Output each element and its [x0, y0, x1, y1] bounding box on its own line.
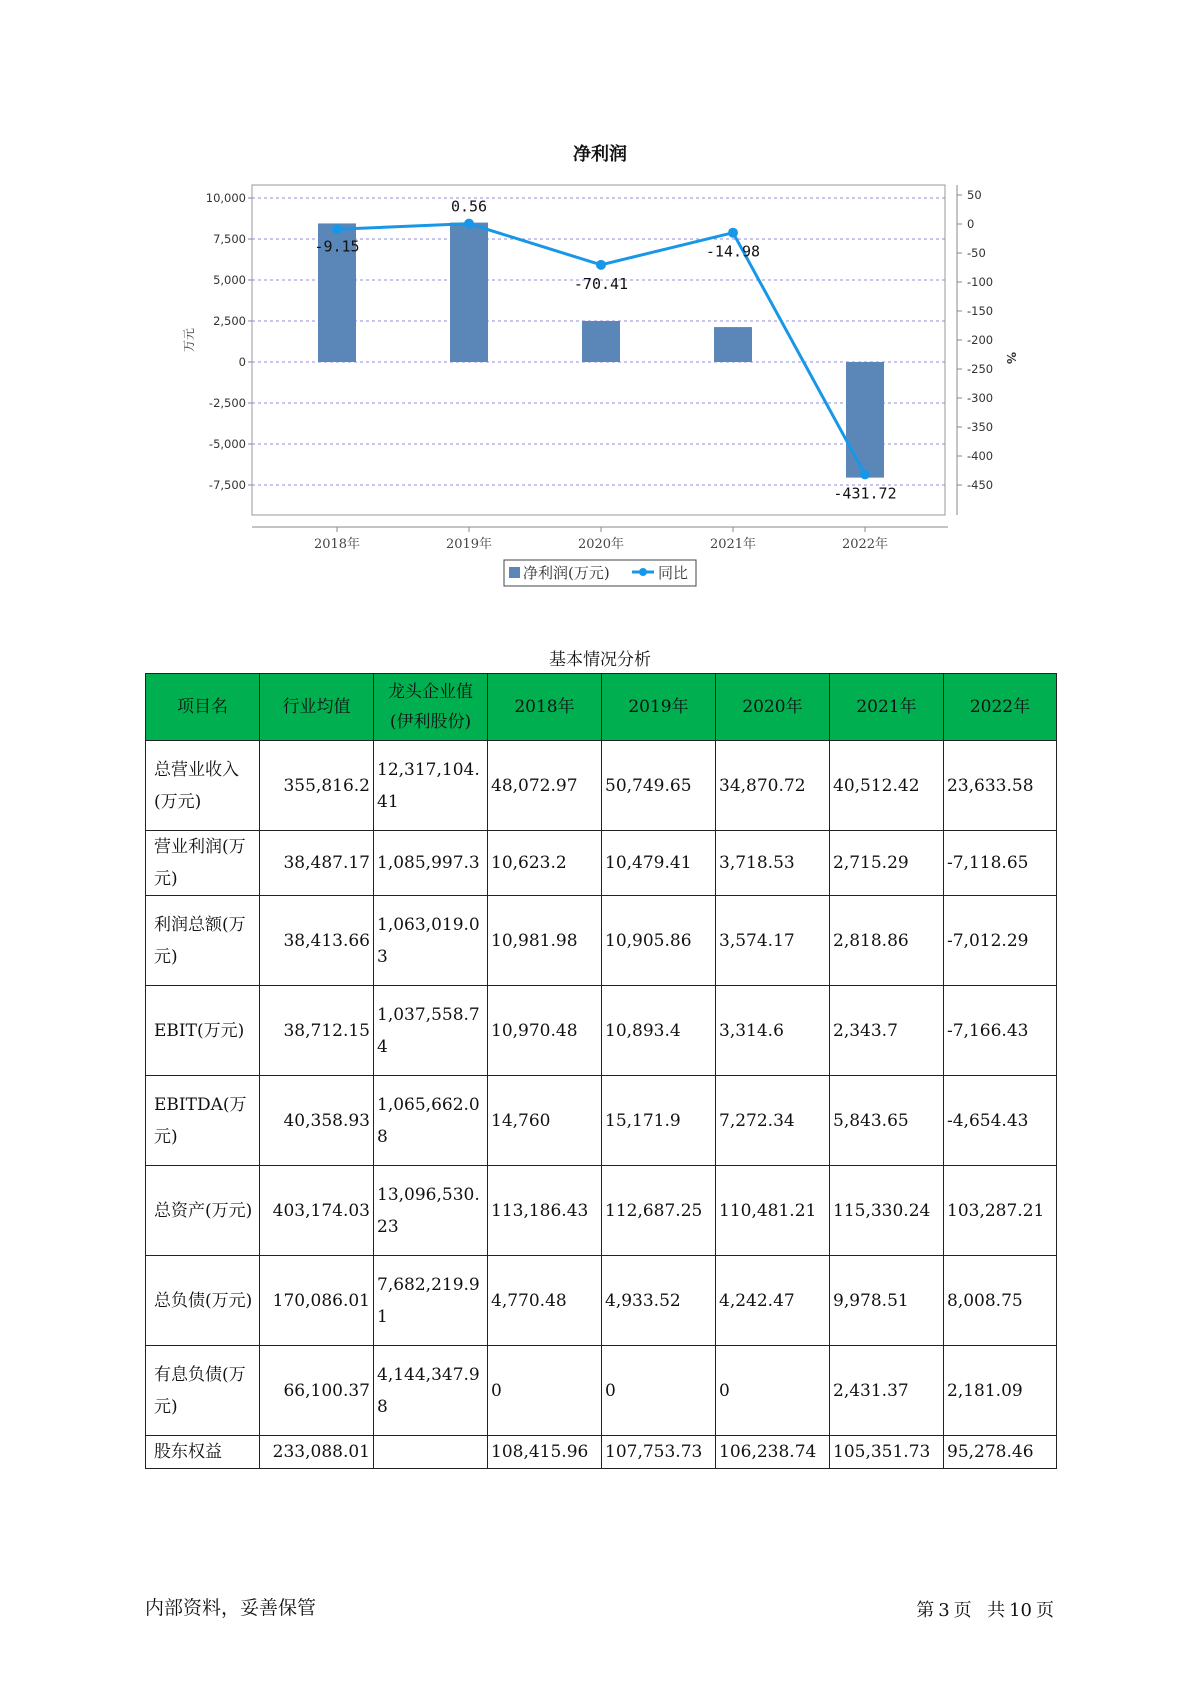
table-cell: 10,893.4	[602, 986, 716, 1076]
table-cell: 108,415.96	[488, 1436, 602, 1469]
chart-legend	[504, 560, 696, 586]
table-cell: 10,623.2	[488, 831, 602, 896]
table-cell: 2,715.29	[830, 831, 944, 896]
header-leader-line1: 龙头企业值	[388, 682, 473, 702]
table-row	[146, 896, 1057, 986]
bar-net-profit	[714, 327, 752, 362]
line-data-label: -14.98	[705, 242, 761, 261]
page-unit: 页	[953, 1600, 972, 1621]
table-cell: -7,118.65	[944, 831, 1057, 896]
y-left-label: 万元	[182, 327, 196, 352]
table-cell: 50,749.65	[602, 741, 716, 831]
table-cell: 10,970.48	[488, 986, 602, 1076]
row-item-name: 有息负债(万元)	[146, 1346, 260, 1436]
y-right-label: %	[1004, 352, 1018, 365]
row-item-name: 股东权益	[146, 1436, 260, 1469]
table-row	[146, 741, 1057, 831]
table-row	[146, 831, 1057, 896]
table-cell: 12,317,104.41	[374, 741, 488, 831]
row-item-name: 总负债(万元)	[146, 1256, 260, 1346]
table-cell: 2,181.09	[944, 1346, 1057, 1436]
row-item-name: 总资产(万元)	[146, 1166, 260, 1256]
x-category-label: 2020年	[577, 537, 625, 552]
y-left-tick-label: 0	[238, 355, 246, 369]
page-prefix: 第	[916, 1600, 935, 1621]
table-cell: 4,933.52	[602, 1256, 716, 1346]
y-right-tick-label: 0	[967, 217, 975, 231]
line-point-marker	[728, 228, 738, 238]
line-data-label: -431.72	[833, 484, 897, 503]
table-cell: 38,413.66	[260, 896, 374, 986]
header-leader-value	[374, 674, 488, 741]
y-right-tick-label: -350	[967, 420, 994, 434]
table-cell: 15,171.9	[602, 1076, 716, 1166]
line-data-label: -70.41	[573, 274, 629, 293]
legend-bar-swatch	[509, 567, 520, 578]
basic-analysis-table	[145, 673, 1057, 1469]
row-item-name: 利润总额(万元)	[146, 896, 260, 986]
y-left-tick-label: 10,000	[205, 191, 246, 205]
header-item-name: 项目名	[146, 674, 260, 741]
line-point-marker	[596, 260, 606, 270]
table-cell: 105,351.73	[830, 1436, 944, 1469]
table-cell: 107,753.73	[602, 1436, 716, 1469]
table-cell: 38,487.17	[260, 831, 374, 896]
table-cell: 66,100.37	[260, 1346, 374, 1436]
total-unit: 页	[1036, 1600, 1054, 1621]
table-cell: -7,166.43	[944, 986, 1057, 1076]
table-row	[146, 1166, 1057, 1256]
y-right-tick-label: 50	[967, 188, 982, 202]
table-cell: 5,843.65	[830, 1076, 944, 1166]
header-year-2020: 2020年	[716, 674, 830, 741]
table-cell: 1,065,662.08	[374, 1076, 488, 1166]
table-cell: 233,088.01	[260, 1436, 374, 1469]
table-header-row	[146, 674, 1057, 741]
table-cell: 13,096,530.23	[374, 1166, 488, 1256]
table-cell: 170,086.01	[260, 1256, 374, 1346]
line-point-marker	[332, 224, 342, 234]
table-cell: 1,085,997.3	[374, 831, 488, 896]
y-left-tick-label: 2,500	[213, 314, 246, 328]
table-cell: 113,186.43	[488, 1166, 602, 1256]
table-cell: 3,314.6	[716, 986, 830, 1076]
table-cell: 1,037,558.74	[374, 986, 488, 1076]
table-row	[146, 1256, 1057, 1346]
table-cell: 2,431.37	[830, 1346, 944, 1436]
y-left-tick-label: 5,000	[213, 273, 246, 287]
legend-bar-label: 净利润(万元)	[523, 564, 610, 582]
table-cell: 403,174.03	[260, 1166, 374, 1256]
row-item-name: EBITDA(万元)	[146, 1076, 260, 1166]
table-cell: 7,272.34	[716, 1076, 830, 1166]
table-cell: -7,012.29	[944, 896, 1057, 986]
y-left-tick-label: 7,500	[213, 232, 246, 246]
y-right-tick-label: -300	[967, 391, 994, 405]
y-right-tick-label: -150	[967, 304, 994, 318]
table-cell: 112,687.25	[602, 1166, 716, 1256]
table-cell: 10,905.86	[602, 896, 716, 986]
page-total: 10	[1009, 1600, 1032, 1621]
table-cell: 38,712.15	[260, 986, 374, 1076]
footer-confidential-note: 内部资料，妥善保管	[145, 1597, 317, 1619]
y-left-tick-label: -2,500	[208, 396, 246, 410]
table-cell: 40,358.93	[260, 1076, 374, 1166]
table-cell: 2,818.86	[830, 896, 944, 986]
table-row	[146, 1076, 1057, 1166]
table-cell: 110,481.21	[716, 1166, 830, 1256]
header-year-2018: 2018年	[488, 674, 602, 741]
table-cell: 40,512.42	[830, 741, 944, 831]
y-right-tick-label: -400	[967, 449, 994, 463]
line-point-marker	[860, 469, 870, 479]
table-cell: 9,978.51	[830, 1256, 944, 1346]
y-left-tick-label: -5,000	[208, 437, 246, 451]
bar-net-profit	[450, 223, 488, 362]
net-profit-chart	[0, 0, 1191, 600]
y-right-tick-label: -450	[967, 478, 994, 492]
table-cell	[374, 1436, 488, 1469]
table-cell: 10,479.41	[602, 831, 716, 896]
y-right-tick-label: -250	[967, 362, 994, 376]
table-cell: 10,981.98	[488, 896, 602, 986]
table-cell: 95,278.46	[944, 1436, 1057, 1469]
header-year-2021: 2021年	[830, 674, 944, 741]
table-cell: 8,008.75	[944, 1256, 1057, 1346]
table-cell: 4,770.48	[488, 1256, 602, 1346]
table-cell: 0	[716, 1346, 830, 1436]
chart-title: 净利润	[573, 144, 627, 165]
table-cell: 48,072.97	[488, 741, 602, 831]
table-cell: 23,633.58	[944, 741, 1057, 831]
page-current: 3	[938, 1600, 950, 1621]
line-data-label: 0.56	[450, 197, 488, 216]
x-category-label: 2021年	[709, 537, 757, 552]
table-cell: 115,330.24	[830, 1166, 944, 1256]
table-cell: 3,574.17	[716, 896, 830, 986]
table-cell: 0	[488, 1346, 602, 1436]
table-cell: 14,760	[488, 1076, 602, 1166]
header-leader-line2: (伊利股份)	[389, 712, 472, 732]
line-data-label: -9.15	[314, 237, 360, 256]
line-point-marker	[464, 219, 474, 229]
footer-page-number	[914, 1596, 1056, 1622]
legend-line-marker	[639, 568, 647, 576]
table-row	[146, 986, 1057, 1076]
x-category-label: 2022年	[841, 537, 889, 552]
table-cell: 103,287.21	[944, 1166, 1057, 1256]
table-row	[146, 1346, 1057, 1436]
table-cell: 34,870.72	[716, 741, 830, 831]
row-item-name: 营业利润(万元)	[146, 831, 260, 896]
table-cell: 106,238.74	[716, 1436, 830, 1469]
x-category-label: 2019年	[445, 537, 493, 552]
table-cell: 1,063,019.03	[374, 896, 488, 986]
y-left-tick-label: -7,500	[208, 478, 246, 492]
table-cell: 355,816.2	[260, 741, 374, 831]
header-year-2022: 2022年	[944, 674, 1057, 741]
bar-net-profit	[846, 362, 884, 478]
table-cell: 3,718.53	[716, 831, 830, 896]
table-row	[146, 1436, 1057, 1469]
total-prefix: 共	[987, 1600, 1006, 1621]
table-caption: 基本情况分析	[549, 650, 651, 670]
legend-line-label: 同比	[658, 564, 689, 582]
header-industry-avg: 行业均值	[260, 674, 374, 741]
table-cell: 7,682,219.91	[374, 1256, 488, 1346]
x-category-label: 2018年	[313, 537, 361, 552]
y-right-tick-label: -200	[967, 333, 994, 347]
bar-net-profit	[582, 321, 620, 362]
y-right-tick-label: -100	[967, 275, 994, 289]
row-item-name: EBIT(万元)	[146, 986, 260, 1076]
table-cell: 0	[602, 1346, 716, 1436]
row-item-name: 总营业收入(万元)	[146, 741, 260, 831]
y-right-tick-label: -50	[967, 246, 986, 260]
table-cell: 4,242.47	[716, 1256, 830, 1346]
header-year-2019: 2019年	[602, 674, 716, 741]
table-cell: -4,654.43	[944, 1076, 1057, 1166]
table-cell: 4,144,347.98	[374, 1346, 488, 1436]
table-cell: 2,343.7	[830, 986, 944, 1076]
